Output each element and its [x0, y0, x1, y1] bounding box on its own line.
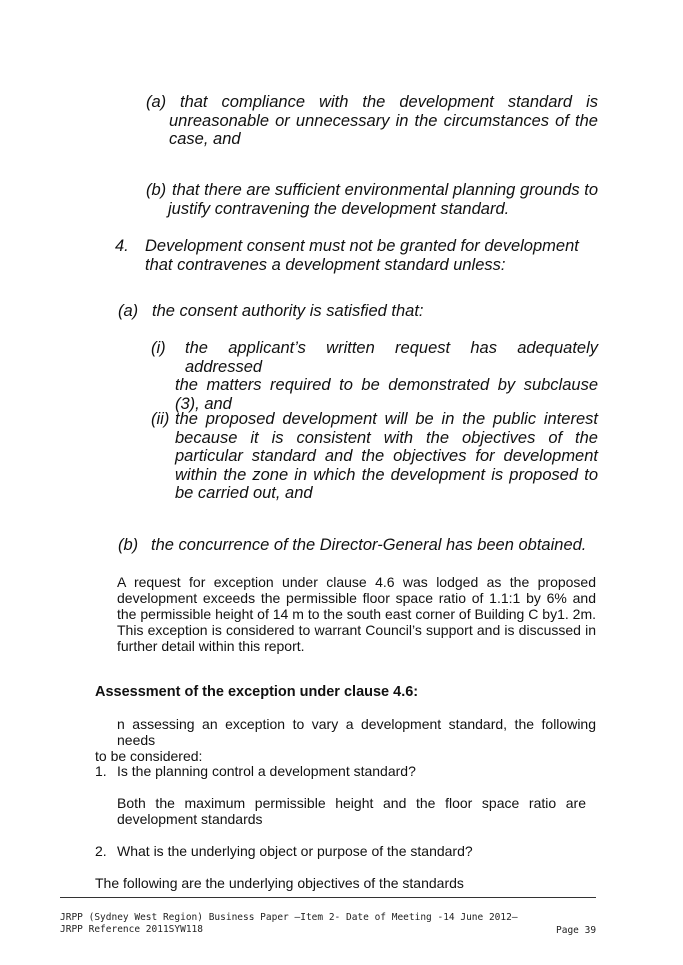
clause-4a-i-rest: the matters required to be demonstrated by subclause (3), and — [175, 376, 598, 413]
assessment-intro-line2: to be considered: — [95, 748, 203, 764]
clause-4a-i-line1: the applicant’s written request has adequately addressed — [185, 339, 598, 376]
clause-3b — [146, 181, 598, 218]
clause-4-number: 4. — [115, 237, 129, 255]
clause-4b — [118, 536, 598, 555]
item-1 — [95, 763, 595, 779]
clause-4a-ii-label: (ii) — [151, 410, 170, 428]
clause-4-text: Development consent must not be granted for development that contravenes a development standard unless: — [145, 237, 579, 274]
footer-reference — [60, 912, 518, 936]
clause-4a-label: (a) — [118, 302, 139, 320]
clause-4a-ii-line1: the proposed development will be in the public interest — [175, 410, 598, 428]
clause-3a-rest: unreasonable or unnecessary in the circumstances of the case, and — [169, 111, 598, 148]
assessment-heading: Assessment of the exception under clause 4.6: — [95, 684, 419, 700]
item-1-number: 1. — [95, 763, 107, 779]
objectives-line: The following are the underlying objectives of the standards — [95, 875, 464, 891]
clause-3b-rest: justify contravening the development standard. — [168, 199, 510, 218]
clause-4a-text: the consent authority is satisfied that: — [152, 302, 424, 320]
item-2 — [95, 843, 595, 859]
item-2-question: What is the underlying object or purpose of the standard? — [117, 843, 473, 859]
clause-3a-line1: that compliance with the development standard is — [180, 93, 598, 111]
assessment-intro — [95, 716, 596, 764]
clause-4a-ii-rest: because it is consistent with the objectives of the particular standard and the objectives for development within the zone in which the development is proposed to be carried out, and — [175, 428, 598, 502]
item-2-number: 2. — [95, 843, 107, 859]
footer-line-2: JRPP Reference 2011SYW118 — [60, 924, 203, 935]
clause-4a-i — [151, 339, 598, 413]
clause-4a-i-label: (i) — [151, 339, 166, 357]
clause-3a-label: (a) — [146, 93, 167, 111]
clause-4b-label: (b) — [118, 536, 139, 554]
assessment-intro-line1: n assessing an exception to vary a development standard, the following needs — [117, 716, 596, 748]
answer-1: Both the maximum permissible height and the floor space ratio are development standards — [117, 795, 586, 827]
clause-4 — [115, 237, 599, 274]
clause-4a — [118, 302, 598, 321]
clause-3b-label: (b) — [146, 181, 167, 199]
clause-4a-ii — [151, 410, 598, 503]
page-number: Page 39 — [556, 925, 597, 936]
clause-3a — [146, 93, 598, 149]
clause-4b-text: the concurrence of the Director-General has been obtained. — [151, 536, 587, 554]
clause-3b-line1: that there are sufficient environmental planning grounds to — [172, 181, 598, 199]
item-1-question: Is the planning control a development standard? — [117, 763, 416, 779]
footer-line-1: JRPP (Sydney West Region) Business Paper –Item 2- Date of Meeting -14 June 2012– — [60, 912, 518, 923]
footer-divider — [60, 897, 596, 898]
exception-paragraph: A request for exception under clause 4.6 was lodged as the proposed development exceeds the permissible floor space ratio of 1.1:1 by 6% and the permissible height of 14 m to the south east corner of Building C by1. 2m. This exception is considered to warrant Council’s support and is discussed in further detail within this report. — [117, 574, 596, 654]
